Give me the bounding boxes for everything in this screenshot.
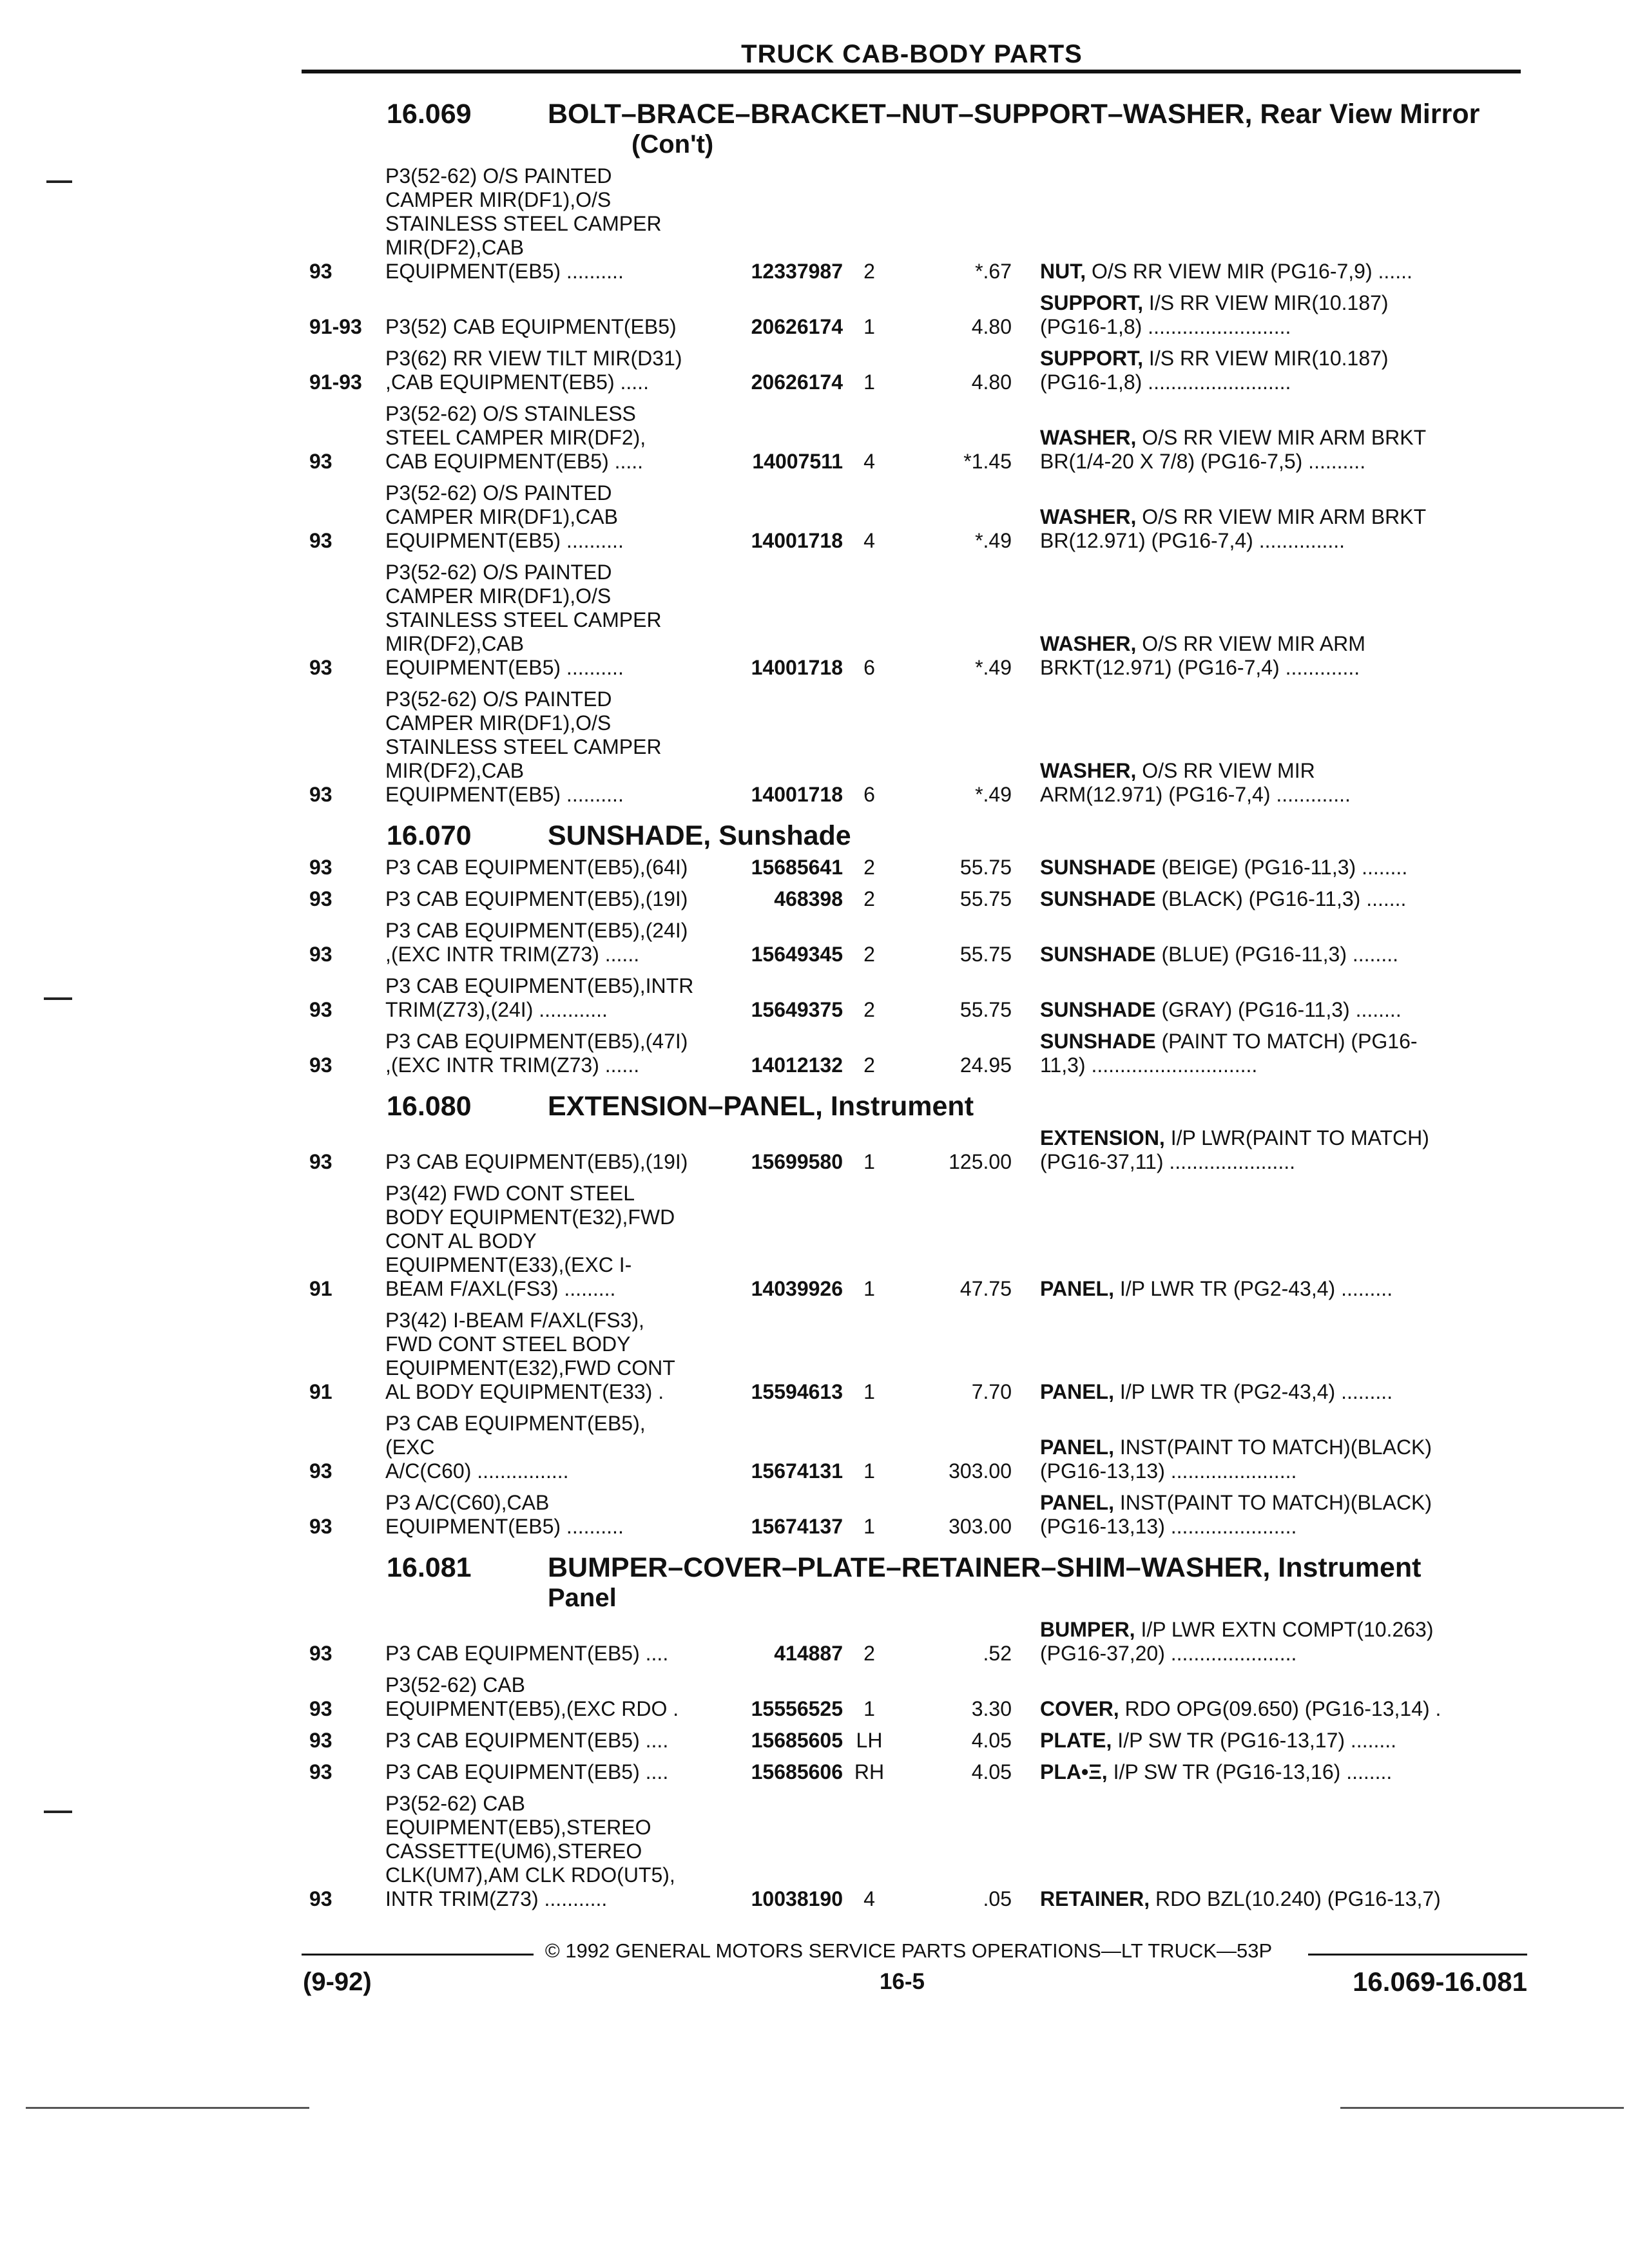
part-description: I/P LWR TR (PG2-43,4) ......... [1113, 1380, 1393, 1403]
description [1012, 1760, 1530, 1784]
footer-date: (9-92) [303, 1968, 372, 1996]
section-16-070 [303, 821, 1527, 1077]
quantity: 1 [863, 1459, 875, 1483]
model-year: 93 [309, 260, 333, 283]
part-description: RDO OPG(09.650) (PG16-13,14) . [1119, 1697, 1441, 1720]
description [1012, 1380, 1530, 1404]
part-description: (BEIGE) (PG16-11,3) ........ [1155, 856, 1408, 879]
model-year: 93 [309, 656, 333, 679]
part-name: SUNSHADE [1040, 1030, 1156, 1053]
part-row [303, 1760, 1527, 1784]
part-number: 15594613 [751, 1380, 843, 1403]
quantity: 1 [863, 1697, 875, 1720]
price: 303.00 [949, 1515, 1012, 1538]
application: P3(42) I-BEAM F/AXL(FS3), FWD CONT STEEL BODY EQUIPMENT(E32),FWD CONT AL BODY EQUIPMENT(E33) . [385, 1309, 675, 1403]
footer-page-number: 16-5 [879, 1969, 925, 1994]
parts-list [303, 85, 1527, 1919]
part-number: 15699580 [751, 1150, 843, 1173]
model-year: 91 [309, 1380, 333, 1403]
part-row [303, 561, 1527, 680]
footer-section-range: 16.069-16.081 [1353, 1966, 1527, 1997]
application: P3 CAB EQUIPMENT(EB5) .... [385, 1729, 669, 1752]
model-year: 91-93 [309, 370, 362, 394]
price: 55.75 [959, 943, 1012, 966]
part-row [303, 481, 1527, 553]
price: 125.00 [949, 1150, 1012, 1173]
section-subtitle: (Con't) [631, 130, 714, 159]
part-number: 15649345 [751, 943, 843, 966]
model-year: 93 [309, 1697, 333, 1720]
part-name: RETAINER, [1040, 1887, 1150, 1910]
part-number: 14012132 [751, 1053, 843, 1077]
part-row [303, 1673, 1527, 1721]
part-name: EXTENSION, [1040, 1126, 1165, 1149]
section-16-081 [303, 1553, 1527, 1911]
part-name: SUPPORT, [1040, 347, 1144, 370]
price: 55.75 [959, 998, 1012, 1021]
price: 4.05 [971, 1729, 1012, 1752]
price: 24.95 [959, 1053, 1012, 1077]
application: P3 CAB EQUIPMENT(EB5),(47I) ,(EXC INTR TRIM(Z73) ...... [385, 1030, 688, 1077]
section-number: 16.069 [387, 99, 472, 130]
part-number: 15674131 [751, 1459, 843, 1483]
section-subtitle: Panel [548, 1584, 617, 1612]
part-number: 15685641 [751, 856, 843, 879]
quantity: 1 [863, 315, 875, 338]
part-row [303, 1729, 1527, 1753]
description [1012, 1030, 1530, 1077]
part-description: (PAINT TO MATCH) (PG16- 11,3) ............................. [1040, 1030, 1418, 1077]
price: 55.75 [959, 856, 1012, 879]
model-year: 93 [309, 1515, 333, 1538]
application: P3 CAB EQUIPMENT(EB5),(19I) [385, 887, 688, 910]
section-title [548, 99, 1527, 159]
part-row [303, 919, 1527, 966]
application: P3(52-62) O/S PAINTED CAMPER MIR(DF1),O/S STAINLESS STEEL CAMPER MIR(DF2),CAB EQUIPMENT(EB5) .......... [385, 687, 662, 806]
application: P3(52-62) CAB EQUIPMENT(EB5),(EXC RDO . [385, 1673, 679, 1720]
section-number: 16.070 [387, 820, 472, 851]
model-year: 93 [309, 529, 333, 552]
price: 4.80 [971, 315, 1012, 338]
part-name: PANEL, [1040, 1277, 1114, 1300]
description [1012, 998, 1530, 1022]
section-number: 16.080 [387, 1091, 472, 1122]
description [1012, 260, 1530, 284]
application: P3 CAB EQUIPMENT(EB5),INTR TRIM(Z73),(24I) ............ [385, 974, 694, 1021]
section-header [303, 1091, 1527, 1121]
description [1012, 1277, 1530, 1301]
part-number: 15685606 [751, 1760, 843, 1783]
description [1012, 1126, 1530, 1174]
part-description: (GRAY) (PG16-11,3) ........ [1155, 998, 1402, 1021]
price: *1.45 [963, 450, 1012, 473]
description [1012, 856, 1530, 879]
quantity: 2 [863, 1642, 875, 1665]
bottom-rule-right [1340, 2107, 1624, 2109]
part-number: 20626174 [751, 370, 843, 394]
section-header [303, 821, 1527, 850]
application: P3 CAB EQUIPMENT(EB5),(19I) [385, 1150, 688, 1173]
part-description: (BLUE) (PG16-11,3) ........ [1155, 943, 1398, 966]
quantity: 2 [863, 943, 875, 966]
part-row [303, 1126, 1527, 1174]
part-number: 14039926 [751, 1277, 843, 1300]
part-name: SUNSHADE [1040, 887, 1156, 910]
part-row [303, 687, 1527, 807]
quantity: 1 [863, 1150, 875, 1173]
part-description: O/S RR VIEW MIR ARM BRKT BR(1/4-20 X 7/8) (PG16-7,5) .......... [1040, 426, 1427, 473]
model-year: 91 [309, 1277, 333, 1300]
quantity: 4 [863, 529, 875, 552]
part-number: 10038190 [751, 1887, 843, 1910]
quantity: 1 [863, 370, 875, 394]
part-name: WASHER, [1040, 426, 1137, 449]
part-description: O/S RR VIEW MIR ARM BRKT BR(12.971) (PG16-7,4) ............... [1040, 505, 1427, 552]
part-name: WASHER, [1040, 505, 1137, 528]
quantity: 6 [863, 656, 875, 679]
part-description: I/P SW TR (PG16-13,17) ........ [1112, 1729, 1397, 1752]
part-name: NUT, [1040, 260, 1086, 283]
part-description: O/S RR VIEW MIR ARM(12.971) (PG16-7,4) ............. [1040, 759, 1351, 806]
part-row [303, 1618, 1527, 1666]
part-number: 14007511 [752, 450, 843, 473]
price: *.67 [975, 260, 1012, 283]
part-name: PANEL, [1040, 1380, 1114, 1403]
quantity: 4 [863, 1887, 875, 1910]
price: 55.75 [959, 887, 1012, 910]
part-description: I/P LWR TR (PG2-43,4) ......... [1113, 1277, 1393, 1300]
header-rule [302, 70, 1521, 73]
part-number: 414887 [774, 1642, 843, 1665]
part-description: I/P SW TR (PG16-13,16) ........ [1107, 1760, 1393, 1783]
part-name: PLA•Ξ, [1040, 1760, 1108, 1783]
quantity: 1 [863, 1277, 875, 1300]
application: P3 CAB EQUIPMENT(EB5) .... [385, 1760, 669, 1783]
model-year: 93 [309, 856, 333, 879]
application: P3 CAB EQUIPMENT(EB5),(24I) ,(EXC INTR TRIM(Z73) ...... [385, 919, 688, 966]
model-year: 93 [309, 783, 333, 806]
model-year: 93 [309, 998, 333, 1021]
bottom-rule-left [26, 2107, 309, 2109]
application: P3 CAB EQUIPMENT(EB5) .... [385, 1642, 669, 1665]
description [1012, 426, 1530, 474]
part-name: PANEL, [1040, 1436, 1114, 1459]
part-name: PLATE, [1040, 1729, 1112, 1752]
quantity: 1 [863, 1380, 875, 1403]
part-number: 15649375 [751, 998, 843, 1021]
part-name: WASHER, [1040, 632, 1137, 655]
price: 4.05 [971, 1760, 1012, 1783]
quantity: RH [854, 1760, 885, 1783]
quantity: 4 [863, 450, 875, 473]
price: 7.70 [971, 1380, 1012, 1403]
section-16-080 [303, 1091, 1527, 1539]
price: *.49 [975, 783, 1012, 806]
part-name: PANEL, [1040, 1491, 1114, 1514]
part-number: 20626174 [751, 315, 843, 338]
description [1012, 1729, 1530, 1753]
part-row [303, 1309, 1527, 1404]
model-year: 93 [309, 887, 333, 910]
section-title [548, 1553, 1527, 1613]
part-description: INST(PAINT TO MATCH)(BLACK) (PG16-13,13) ...................... [1040, 1491, 1432, 1538]
description [1012, 1887, 1530, 1911]
part-number: 15556525 [751, 1697, 843, 1720]
description [1012, 1436, 1530, 1483]
application: P3(52) CAB EQUIPMENT(EB5) [385, 315, 677, 338]
description [1012, 505, 1530, 553]
part-description: O/S RR VIEW MIR (PG16-7,9) ...... [1086, 260, 1412, 283]
part-number: 14001718 [751, 529, 843, 552]
description [1012, 887, 1530, 911]
application: P3(52-62) O/S PAINTED CAMPER MIR(DF1),O/S STAINLESS STEEL CAMPER MIR(DF2),CAB EQUIPMENT(EB5) .......... [385, 561, 662, 679]
section-title-text: BOLT–BRACE–BRACKET–NUT–SUPPORT–WASHER, Rear View Mirror [548, 99, 1480, 130]
part-name: SUNSHADE [1040, 943, 1156, 966]
application: P3 CAB EQUIPMENT(EB5),(EXC A/C(C60) ................ [385, 1412, 646, 1483]
description [1012, 291, 1530, 339]
application: P3 A/C(C60),CAB EQUIPMENT(EB5) .......... [385, 1491, 624, 1538]
price: 47.75 [959, 1277, 1012, 1300]
price: *.49 [975, 529, 1012, 552]
part-name: BUMPER, [1040, 1618, 1135, 1641]
description [1012, 759, 1530, 807]
description [1012, 943, 1530, 966]
part-row [303, 974, 1527, 1022]
model-year: 93 [309, 1642, 333, 1665]
application: P3 CAB EQUIPMENT(EB5),(64I) [385, 856, 688, 879]
part-description: I/P LWR(PAINT TO MATCH) (PG16-37,11) ...................... [1040, 1126, 1429, 1173]
model-year: 93 [309, 450, 333, 473]
section-title-text: SUNSHADE, Sunshade [548, 820, 851, 851]
quantity: 6 [863, 783, 875, 806]
description [1012, 1618, 1530, 1666]
model-year: 93 [309, 1459, 333, 1483]
application: P3(42) FWD CONT STEEL BODY EQUIPMENT(E32),FWD CONT AL BODY EQUIPMENT(E33),(EXC I- BEAM F/AXL(FS3) ......... [385, 1182, 675, 1300]
part-number: 468398 [774, 887, 843, 910]
quantity: 2 [863, 998, 875, 1021]
margin-mark [44, 1811, 72, 1813]
part-name: SUNSHADE [1040, 998, 1156, 1021]
part-number: 14001718 [751, 656, 843, 679]
part-description: I/S RR VIEW MIR(10.187) (PG16-1,8) ......................... [1040, 291, 1389, 338]
application: P3(52-62) O/S STAINLESS STEEL CAMPER MIR(DF2), CAB EQUIPMENT(EB5) ..... [385, 402, 646, 473]
part-row [303, 1792, 1527, 1911]
part-row [303, 887, 1527, 911]
application: P3(52-62) O/S PAINTED CAMPER MIR(DF1),O/S STAINLESS STEEL CAMPER MIR(DF2),CAB EQUIPMENT(EB5) .......... [385, 164, 662, 283]
part-number: 15674137 [751, 1515, 843, 1538]
part-row [303, 1491, 1527, 1539]
footer-rule-right [1308, 1954, 1527, 1956]
part-row [303, 856, 1527, 879]
part-row [303, 291, 1527, 339]
section-16-069 [303, 99, 1527, 807]
margin-mark [44, 997, 72, 1000]
application: P3(52-62) CAB EQUIPMENT(EB5),STEREO CASSETTE(UM6),STEREO CLK(UM7),AM CLK RDO(UT5), INTR TRIM(Z73) ........... [385, 1792, 675, 1910]
description [1012, 1697, 1530, 1721]
part-description: O/S RR VIEW MIR ARM BRKT(12.971) (PG16-7,4) ............. [1040, 632, 1365, 679]
part-name: SUPPORT, [1040, 291, 1144, 314]
model-year: 93 [309, 1887, 333, 1910]
quantity: 2 [863, 1053, 875, 1077]
part-row [303, 1412, 1527, 1483]
part-description: (BLACK) (PG16-11,3) ....... [1155, 887, 1407, 910]
part-name: SUNSHADE [1040, 856, 1156, 879]
part-description: I/P LWR EXTN COMPT(10.263) (PG16-37,20) ...................... [1040, 1618, 1434, 1665]
section-title-text: EXTENSION–PANEL, Instrument [548, 1091, 974, 1122]
section-header [303, 99, 1527, 159]
price: 3.30 [971, 1697, 1012, 1720]
section-number: 16.081 [387, 1552, 472, 1583]
footer-copyright: © 1992 GENERAL MOTORS SERVICE PARTS OPERATIONS—LT TRUCK—53P [545, 1939, 1273, 1962]
price: *.49 [975, 656, 1012, 679]
quantity: 1 [863, 1515, 875, 1538]
part-row [303, 402, 1527, 474]
part-number: 14001718 [751, 783, 843, 806]
section-header [303, 1553, 1527, 1613]
description [1012, 347, 1530, 394]
part-row [303, 164, 1527, 284]
part-description: INST(PAINT TO MATCH)(BLACK) (PG16-13,13) ...................... [1040, 1436, 1432, 1483]
margin-mark [46, 180, 72, 183]
description [1012, 1491, 1530, 1539]
model-year: 91-93 [309, 315, 362, 338]
price: 4.80 [971, 370, 1012, 394]
model-year: 93 [309, 1053, 333, 1077]
application: P3(62) RR VIEW TILT MIR(D31) ,CAB EQUIPMENT(EB5) ..... [385, 347, 682, 394]
section-title-text: BUMPER–COVER–PLATE–RETAINER–SHIM–WASHER, Instrument [548, 1552, 1422, 1583]
quantity: 2 [863, 260, 875, 283]
quantity: 2 [863, 856, 875, 879]
part-name: COVER, [1040, 1697, 1119, 1720]
part-description: I/S RR VIEW MIR(10.187) (PG16-1,8) ......................... [1040, 347, 1389, 394]
quantity: LH [856, 1729, 883, 1752]
price: .52 [983, 1642, 1012, 1665]
price: .05 [983, 1887, 1012, 1910]
part-row [303, 1182, 1527, 1301]
price: 303.00 [949, 1459, 1012, 1483]
model-year: 93 [309, 1729, 333, 1752]
model-year: 93 [309, 943, 333, 966]
part-description: RDO BZL(10.240) (PG16-13,7) [1150, 1887, 1441, 1910]
description [1012, 632, 1530, 680]
model-year: 93 [309, 1150, 333, 1173]
footer-rule-left [302, 1954, 534, 1956]
part-row [303, 347, 1527, 394]
part-number: 15685605 [751, 1729, 843, 1752]
quantity: 2 [863, 887, 875, 910]
part-number: 12337987 [751, 260, 843, 283]
model-year: 93 [309, 1760, 333, 1783]
part-name: WASHER, [1040, 759, 1137, 782]
page-title: TRUCK CAB-BODY PARTS [741, 40, 1083, 68]
part-row [303, 1030, 1527, 1077]
application: P3(52-62) O/S PAINTED CAMPER MIR(DF1),CAB EQUIPMENT(EB5) .......... [385, 481, 624, 552]
